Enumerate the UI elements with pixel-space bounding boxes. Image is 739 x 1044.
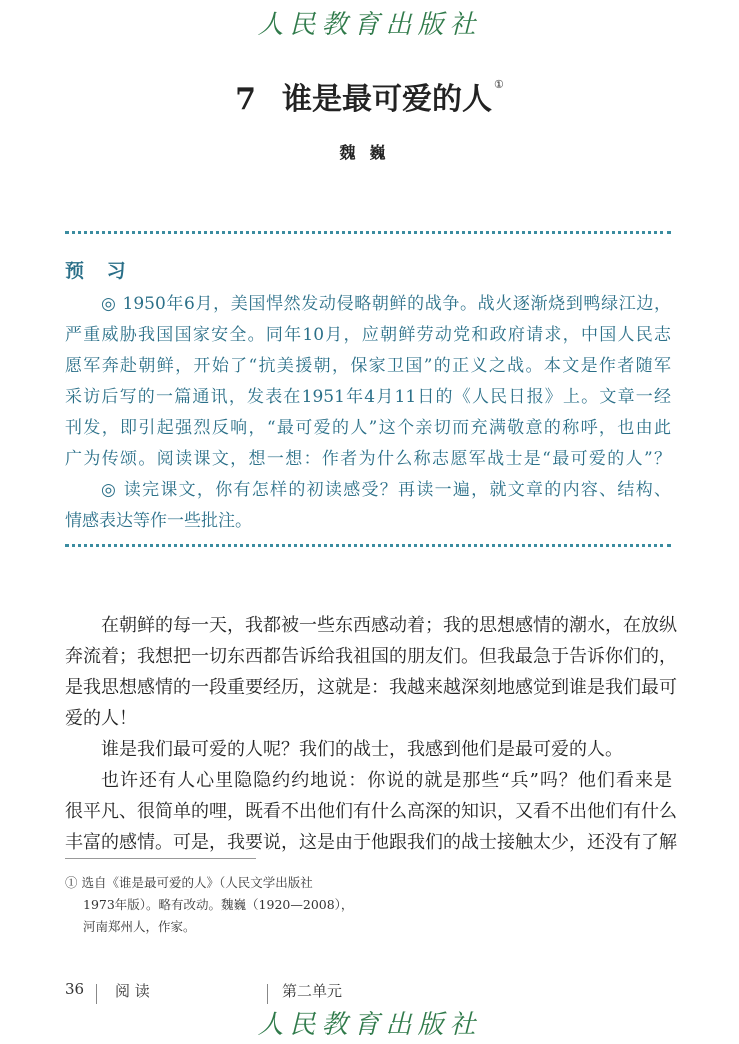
- preview-line: 广为传颂。阅读课文，想一想：作者为什么称志愿军战士是“最可爱的人”？: [65, 449, 671, 469]
- preview-line: 严重威胁我国国家安全。同年10月，应朝鲜劳动党和政府请求，中国人民志: [65, 325, 671, 345]
- preview-line: ◎ 1950年6月，美国悍然发动侵略朝鲜的战争。战火逐渐烧到鸭绿江边，: [101, 294, 671, 314]
- body-line: 丰富的感情。可是，我要说，这是由于他跟我们的战士接触太少，还没有了解: [65, 832, 677, 853]
- body-text: [65, 610, 677, 858]
- preview-line: 刊发，即引起强烈反响，“最可爱的人”这个亲切而充满敬意的称呼，也由此: [65, 418, 671, 438]
- preview-line: ◎ 读完课文，你有怎样的初读感受？再读一遍，就文章的内容、结构、: [101, 480, 671, 500]
- footer-divider: [96, 984, 97, 1004]
- footnote-rule: [65, 858, 256, 859]
- footnote-line: 1973年版）。略有改动。魏巍（1920—2008），: [83, 897, 354, 912]
- footnote: [65, 872, 353, 938]
- body-line: 谁是我们最可爱的人呢？我们的战士，我感到他们是最可爱的人。: [101, 739, 623, 760]
- body-line: 爱的人！: [65, 708, 137, 729]
- dotted-divider-top: [65, 231, 671, 234]
- footnote-line: 河南郑州人，作家。: [83, 919, 196, 934]
- preview-section: [65, 256, 671, 537]
- body-line: 也许还有人心里隐隐约约地说：你说的就是那些“兵”吗？他们看来是: [101, 770, 672, 791]
- preview-line: 愿军奔赴朝鲜，开始了“抗美援朝，保家卫国”的正义之战。本文是作者随军: [65, 356, 671, 376]
- footnote-mark[interactable]: ①: [494, 78, 504, 91]
- publisher-logo-bottom: 人民教育出版社: [257, 1010, 482, 1040]
- body-line: 很平凡、很简单的哩，既看不出他们有什么高深的知识，又看不出他们有什么: [65, 801, 677, 822]
- dotted-divider-bottom: [65, 544, 671, 547]
- body-line: 在朝鲜的每一天，我都被一些东西感动着；我的思想感情的潮水，在放纵: [101, 615, 677, 636]
- page-number: 36: [65, 980, 85, 998]
- body-line: 奔流着；我想把一切东西都告诉给我祖国的朋友们。但我最急于告诉你们的，: [65, 646, 677, 667]
- section-label: 阅 读: [115, 982, 150, 1000]
- preview-heading: 预 习: [65, 260, 134, 282]
- lesson-title: [0, 74, 739, 118]
- publisher-logo-top: 人民教育出版社: [257, 10, 482, 40]
- footnote-line: ① 选自《谁是最可爱的人》（人民文学出版社: [65, 875, 313, 890]
- body-line: 是我思想感情的一段重要经历，这就是：我越来越深刻地感觉到谁是我们最可: [65, 677, 677, 698]
- lesson-number: 7: [235, 82, 256, 117]
- preview-line: 情感表达等作一些批注。: [65, 511, 252, 531]
- lesson-title-text: 谁是最可爱的人: [282, 82, 492, 117]
- preview-line: 采访后写的一篇通讯，发表在1951年4月11日的《人民日报》上。文章一经: [65, 387, 671, 407]
- unit-label: 第二单元: [282, 982, 343, 1000]
- author: 魏巍: [339, 143, 400, 162]
- footer-divider: [267, 984, 268, 1004]
